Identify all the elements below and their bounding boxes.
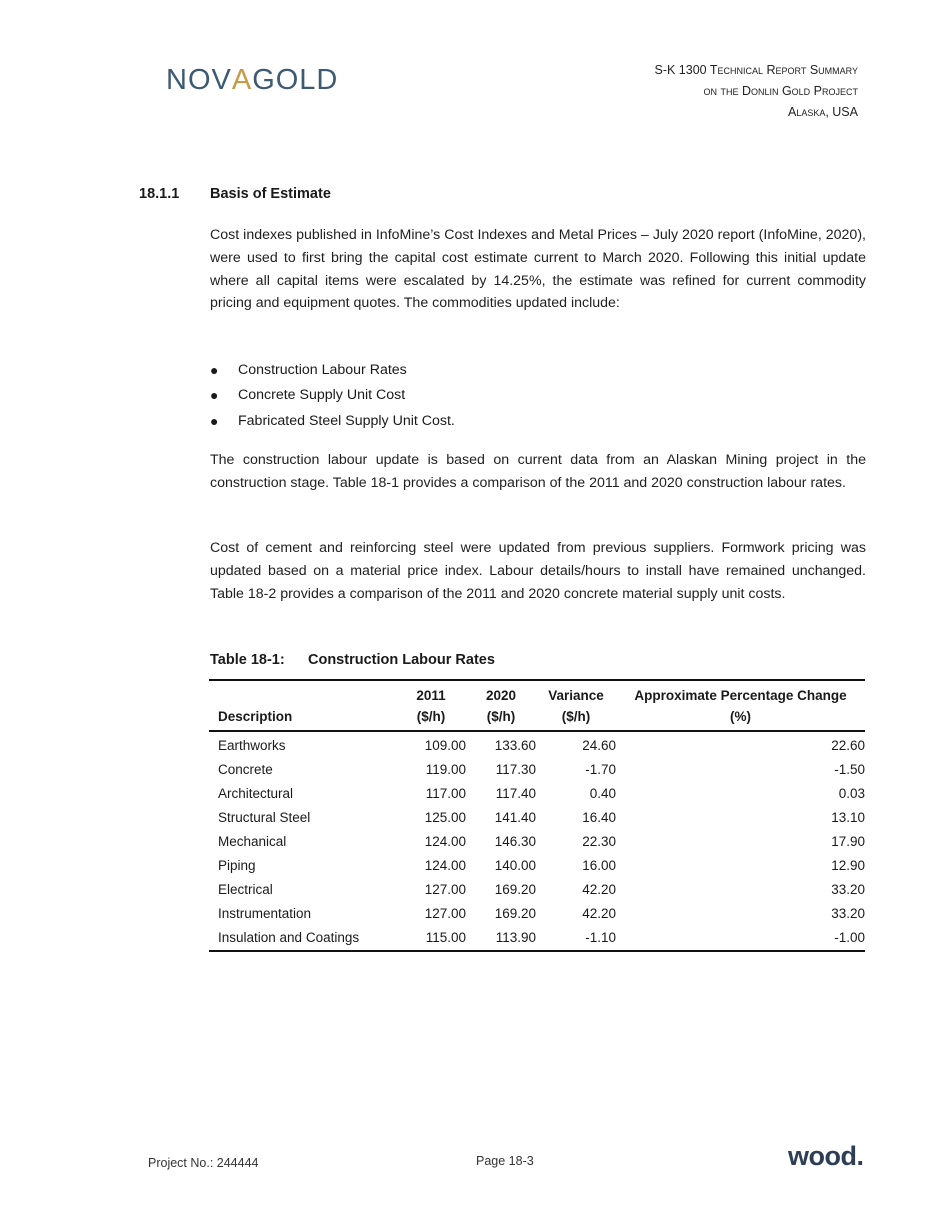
cell-2020: 140.00: [494, 858, 536, 873]
cell-description: Architectural: [218, 786, 294, 801]
header-percentage-change: Approximate Percentage Change (%): [634, 688, 847, 724]
cell-2020: 169.20: [494, 882, 536, 897]
logo-text-right: GOLD: [252, 64, 339, 96]
cell-2020: 169.20: [494, 906, 536, 921]
cell-variance: 0.40: [589, 786, 616, 801]
wood-logo: wood.: [788, 1141, 864, 1171]
table-row: [209, 731, 865, 758]
cell-2011: 124.00: [424, 834, 466, 849]
cell-2011: 127.00: [424, 882, 466, 897]
footer-page-number: Page 18-3: [476, 1154, 534, 1168]
labour-rates-table: [209, 679, 865, 952]
cell-variance: 22.30: [582, 834, 616, 849]
cell-2020: 117.40: [495, 786, 536, 801]
section-title: Basis of Estimate: [210, 186, 331, 202]
cell-percentage: -1.00: [834, 930, 865, 945]
cell-variance: 42.20: [582, 882, 616, 897]
list-item: [210, 357, 455, 383]
table-caption-number: Table 18-1:: [210, 652, 285, 668]
cell-description: Mechanical: [218, 834, 287, 849]
cell-percentage: 13.10: [831, 810, 865, 825]
cell-description: Instrumentation: [218, 906, 312, 921]
cell-2020: 146.30: [494, 834, 536, 849]
table-row: [209, 758, 865, 782]
cell-percentage: 12.90: [831, 858, 865, 873]
cell-variance: 16.40: [582, 810, 616, 825]
logo-text-left: NOV: [166, 64, 232, 96]
table-row: [209, 782, 865, 806]
cell-percentage: 17.90: [831, 834, 865, 849]
cell-variance: 42.20: [582, 906, 616, 921]
cell-2011: 117.00: [425, 786, 466, 801]
list-item-text: Fabricated Steel Supply Unit Cost.: [238, 412, 455, 429]
cell-variance: -1.70: [585, 762, 616, 777]
paragraph-concrete-update: Cost of cement and reinforcing steel were updated from previous suppliers. Formwork pricing was updated based on a material price index. Labour details/hours to install have remained unchanged. Table 18-2 provides a comparison of the 2011 and 2020 concrete material supply unit costs.: [210, 540, 866, 602]
cell-description: Structural Steel: [218, 810, 311, 825]
report-title-line: Alaska, USA: [787, 105, 858, 119]
list-item: [210, 383, 455, 409]
table-row: [209, 830, 865, 854]
table-row: [209, 878, 865, 902]
paragraph-intro: Cost indexes published in InfoMine’s Cost Indexes and Metal Prices – July 2020 report (InfoMine, 2020), were used to first bring the capital cost estimate current to March 2020. Following this initial update where all capital items were escalated by 14.25%, the estimate was refined for current commodity pricing and equipment quotes. The commodities updated include:: [210, 227, 866, 312]
bullet-icon: ●: [210, 361, 219, 378]
table-row: [209, 926, 865, 951]
cell-2011: 124.00: [424, 858, 466, 873]
paragraph-labour-update: The construction labour update is based on current data from an Alaskan Mining project in the construction stage. Table 18-1 provides a comparison of the 2011 and 2020 construction labour rates.: [210, 452, 866, 491]
table-row: [209, 902, 865, 926]
cell-2011: 119.00: [425, 762, 466, 777]
list-item: [210, 408, 455, 434]
table-caption-title: Construction Labour Rates: [308, 652, 495, 668]
cell-description: Insulation and Coatings: [218, 930, 360, 945]
cell-2011: 115.00: [425, 930, 466, 945]
bullet-icon: ●: [210, 412, 219, 429]
bullet-icon: ●: [210, 387, 219, 404]
cell-variance: 16.00: [582, 858, 616, 873]
cell-2011: 109.00: [424, 738, 466, 753]
cell-description: Electrical: [218, 882, 273, 897]
footer-project-number: Project No.: 244444: [148, 1156, 259, 1170]
bullet-list: [210, 357, 455, 434]
header-2020: 2020 ($/h): [485, 688, 517, 724]
cell-description: Earthworks: [218, 738, 286, 753]
report-title-line: on the Donlin Gold Project: [703, 84, 858, 98]
list-item-text: Construction Labour Rates: [238, 361, 407, 378]
cell-2011: 127.00: [424, 906, 466, 921]
report-title-line: S-K 1300 Technical Report Summary: [654, 63, 858, 77]
cell-description: Concrete: [218, 762, 273, 777]
cell-percentage: -1.50: [834, 762, 865, 777]
cell-2020: 113.90: [495, 930, 536, 945]
section-number: 18.1.1: [139, 186, 180, 202]
table-header-row: [209, 680, 865, 731]
table-row: [209, 854, 865, 878]
cell-2020: 141.40: [494, 810, 536, 825]
cell-percentage: 0.03: [838, 786, 865, 801]
list-item-text: Concrete Supply Unit Cost: [238, 387, 406, 404]
header-variance: Variance ($/h): [548, 688, 604, 724]
cell-2011: 125.00: [424, 810, 466, 825]
cell-2020: 117.30: [495, 762, 536, 777]
table-caption: [210, 652, 495, 668]
table-row: [209, 806, 865, 830]
cell-percentage: 33.20: [831, 906, 865, 921]
novagold-logo: [166, 64, 338, 97]
header-description: Description: [218, 709, 293, 724]
cell-percentage: 22.60: [831, 738, 865, 753]
report-title-block: [655, 60, 859, 123]
cell-2020: 133.60: [494, 738, 536, 753]
logo-mark: A: [231, 64, 253, 96]
header-2011: 2011 ($/h): [416, 688, 446, 724]
cell-percentage: 33.20: [831, 882, 865, 897]
cell-description: Piping: [218, 858, 256, 873]
cell-variance: -1.10: [585, 930, 616, 945]
cell-variance: 24.60: [582, 738, 616, 753]
